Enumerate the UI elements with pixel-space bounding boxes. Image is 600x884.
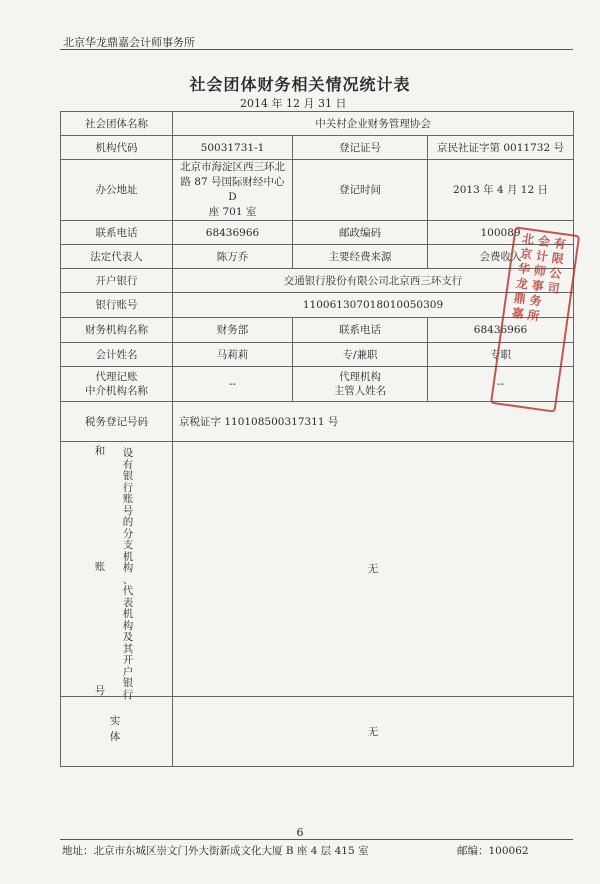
- vertical-char: 分: [122, 527, 134, 540]
- vertical-char: 构: [122, 619, 134, 632]
- org-code-value: 50031731-1: [173, 136, 293, 160]
- bank-label: 开户银行: [61, 269, 173, 293]
- address-value: [173, 160, 293, 221]
- report-date: 2014 年 12 月 31 日: [240, 97, 347, 110]
- zip-label: 邮政编码: [293, 221, 428, 245]
- vertical-char: 及: [122, 631, 134, 643]
- org-name-value: 中关村企业财务管理协会: [173, 112, 574, 136]
- account-value: 110061307018010050309: [173, 293, 574, 318]
- finance-phone-label: 联系电话: [293, 318, 428, 343]
- vertical-char: 其: [122, 642, 134, 655]
- vertical-char: 代: [122, 585, 134, 597]
- agent-manager-label-line: 代理机构: [339, 371, 381, 383]
- table-row: [61, 442, 574, 697]
- vertical-char: 构: [122, 562, 134, 574]
- agent-org-label-line: 中介机构名称: [85, 385, 148, 397]
- agent-manager-label-line: 主管人姓名: [333, 385, 387, 397]
- reg-date-label: 登记时间: [293, 160, 428, 221]
- agent-org-label: [61, 367, 173, 402]
- account-label: 银行账号: [61, 293, 173, 318]
- table-row: [61, 697, 574, 767]
- employment-type-value: 专职: [428, 343, 574, 367]
- table-row: [61, 245, 574, 269]
- table-row: [61, 269, 574, 293]
- address-label: 办公地址: [61, 160, 173, 221]
- agent-manager-label: [293, 367, 428, 402]
- vertical-char: 的: [122, 516, 134, 528]
- phone-value: 68436966: [173, 221, 293, 245]
- vertical-char: 机: [122, 608, 134, 620]
- bank-value: 交通银行股份有限公司北京西三环支行: [173, 269, 574, 293]
- branches-label-right: [122, 448, 134, 701]
- vertical-char: 号: [94, 685, 106, 697]
- funding-source-label: 主要经费来源: [293, 245, 428, 269]
- address-line: 座 701 室: [208, 206, 257, 218]
- vertical-char: 户: [122, 665, 134, 678]
- table-row: [61, 112, 574, 136]
- org-name-label: 社会团体名称: [61, 112, 173, 136]
- vertical-char: 体: [109, 731, 121, 743]
- stats-table: [60, 111, 574, 767]
- vertical-char: 银: [122, 677, 134, 689]
- footer-zip: 邮编：100062: [457, 845, 529, 857]
- accountant-value: 马莉莉: [173, 343, 293, 367]
- employment-type-label: 专/兼职: [293, 343, 428, 367]
- accountant-label: 会计姓名: [61, 343, 173, 367]
- table-row: [61, 402, 574, 442]
- table-row: [61, 136, 574, 160]
- vertical-char: 、: [122, 573, 134, 586]
- reg-no-value: 京民社证字第 0011732 号: [428, 136, 574, 160]
- header-divider: [60, 49, 573, 50]
- page-number: 6: [296, 826, 304, 839]
- branches-label-cell: [61, 442, 173, 697]
- vertical-char: 银: [122, 470, 134, 482]
- reg-date-value: 2013 年 4 月 12 日: [428, 160, 574, 221]
- vertical-char: 实: [109, 715, 121, 727]
- agent-manager-value: --: [428, 367, 574, 402]
- vertical-char: 行: [122, 481, 134, 494]
- phone-label: 联系电话: [61, 221, 173, 245]
- tax-value: 京税证字 110108500317311 号: [173, 402, 574, 442]
- table-row: [61, 221, 574, 245]
- vertical-char: 表: [122, 596, 134, 609]
- vertical-char: 设: [122, 447, 134, 459]
- legal-rep-value: 陈万乔: [173, 245, 293, 269]
- finance-phone-value: 68436966: [428, 318, 574, 343]
- address-line: 北京市海淀区西三环北: [180, 161, 285, 173]
- seal-text-col: 会计师事务所: [526, 233, 551, 324]
- footer-divider: [60, 839, 573, 840]
- table-row: [61, 293, 574, 318]
- address-line: 路 87 号国际财经中心 D: [180, 176, 285, 203]
- finance-dept-value: 财务部: [173, 318, 293, 343]
- entity-value: 无: [173, 697, 574, 767]
- vertical-char: 账: [94, 561, 106, 573]
- funding-source-value: 会费收入: [428, 245, 574, 269]
- vertical-char: 开: [122, 654, 134, 666]
- vertical-char: 支: [122, 539, 134, 551]
- legal-rep-label: 法定代表人: [61, 245, 173, 269]
- vertical-char: 有: [122, 458, 134, 471]
- reg-no-label: 登记证号: [293, 136, 428, 160]
- page-title: 社会团体财务相关情况统计表: [189, 75, 411, 94]
- vertical-char: 账: [122, 493, 134, 505]
- branches-value: 无: [173, 442, 574, 697]
- zip-value: 100089: [428, 221, 574, 245]
- seal-text-col: 有限公司: [546, 235, 567, 297]
- tax-label: 税务登记号码: [61, 402, 173, 442]
- agent-org-value: --: [173, 367, 293, 402]
- firm-header: 北京华龙鼎嘉会计师事务所: [63, 36, 195, 49]
- agent-org-label-line: 代理记账: [95, 371, 138, 383]
- footer-address: 地址：北京市东城区崇文门外大街新成文化大厦 B 座 4 层 415 室: [62, 845, 369, 857]
- vertical-char: 机: [122, 550, 134, 563]
- table-row: [61, 160, 574, 221]
- vertical-char: 号: [122, 504, 134, 517]
- seal-text-col: 北京华龙鼎嘉: [510, 231, 536, 322]
- finance-dept-label: 财务机构名称: [61, 318, 173, 343]
- vertical-char: 行: [122, 688, 134, 701]
- vertical-char: 和: [94, 445, 106, 457]
- org-code-label: 机构代码: [61, 136, 173, 160]
